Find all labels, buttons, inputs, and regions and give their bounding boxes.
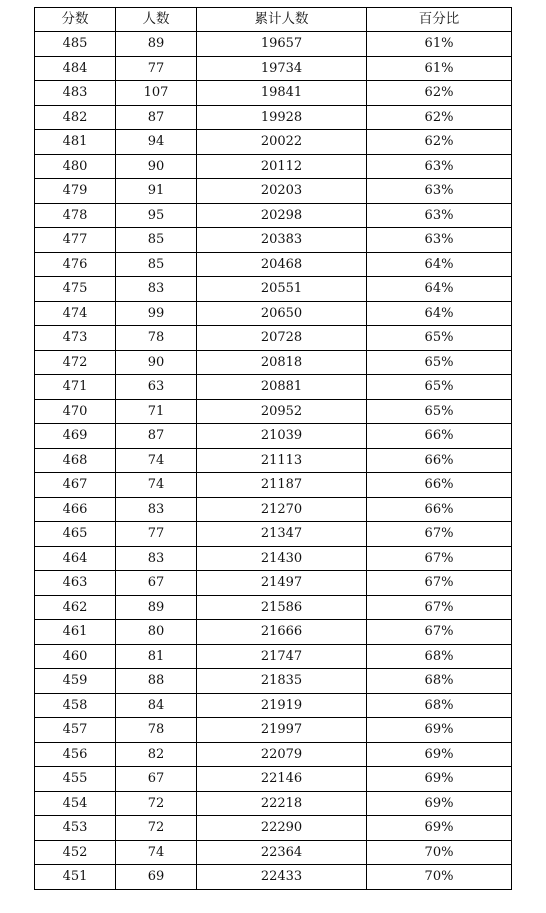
cell-score: 479 xyxy=(35,179,116,204)
header-percent: 百分比 xyxy=(367,8,512,32)
cell-percent: 63% xyxy=(367,179,512,204)
cell-count: 94 xyxy=(116,130,197,155)
cell-percent: 62% xyxy=(367,81,512,106)
cell-count: 90 xyxy=(116,154,197,179)
cell-score: 468 xyxy=(35,448,116,473)
cell-percent: 67% xyxy=(367,522,512,547)
cell-count: 63 xyxy=(116,375,197,400)
cell-score: 455 xyxy=(35,767,116,792)
cell-score: 454 xyxy=(35,791,116,816)
cell-percent: 65% xyxy=(367,350,512,375)
cell-cumulative: 20112 xyxy=(197,154,367,179)
cell-percent: 63% xyxy=(367,154,512,179)
cell-score: 478 xyxy=(35,203,116,228)
cell-cumulative: 19734 xyxy=(197,56,367,81)
table-row xyxy=(35,228,512,253)
cell-cumulative: 21039 xyxy=(197,424,367,449)
cell-percent: 63% xyxy=(367,203,512,228)
cell-count: 95 xyxy=(116,203,197,228)
cell-count: 67 xyxy=(116,571,197,596)
cell-percent: 69% xyxy=(367,718,512,743)
cell-count: 71 xyxy=(116,399,197,424)
cell-cumulative: 21347 xyxy=(197,522,367,547)
cell-score: 466 xyxy=(35,497,116,522)
cell-score: 461 xyxy=(35,620,116,645)
cell-cumulative: 22079 xyxy=(197,742,367,767)
cell-count: 85 xyxy=(116,252,197,277)
cell-score: 458 xyxy=(35,693,116,718)
table-row xyxy=(35,767,512,792)
cell-cumulative: 21113 xyxy=(197,448,367,473)
cell-cumulative: 22433 xyxy=(197,865,367,890)
table-row xyxy=(35,130,512,155)
cell-score: 465 xyxy=(35,522,116,547)
cell-count: 83 xyxy=(116,546,197,571)
cell-cumulative: 21497 xyxy=(197,571,367,596)
table-row xyxy=(35,865,512,890)
cell-percent: 68% xyxy=(367,693,512,718)
cell-count: 74 xyxy=(116,448,197,473)
table-row xyxy=(35,522,512,547)
table-row xyxy=(35,424,512,449)
cell-score: 451 xyxy=(35,865,116,890)
cell-count: 82 xyxy=(116,742,197,767)
table-row xyxy=(35,399,512,424)
cell-cumulative: 20881 xyxy=(197,375,367,400)
cell-percent: 66% xyxy=(367,448,512,473)
cell-count: 69 xyxy=(116,865,197,890)
cell-count: 77 xyxy=(116,56,197,81)
cell-count: 87 xyxy=(116,424,197,449)
cell-count: 72 xyxy=(116,791,197,816)
cell-count: 89 xyxy=(116,32,197,57)
cell-score: 482 xyxy=(35,105,116,130)
cell-cumulative: 20022 xyxy=(197,130,367,155)
cell-cumulative: 21586 xyxy=(197,595,367,620)
cell-percent: 68% xyxy=(367,644,512,669)
cell-score: 464 xyxy=(35,546,116,571)
cell-percent: 67% xyxy=(367,595,512,620)
cell-cumulative: 19928 xyxy=(197,105,367,130)
cell-percent: 67% xyxy=(367,620,512,645)
cell-score: 483 xyxy=(35,81,116,106)
cell-count: 74 xyxy=(116,840,197,865)
cell-score: 471 xyxy=(35,375,116,400)
cell-percent: 64% xyxy=(367,277,512,302)
table-row xyxy=(35,154,512,179)
cell-score: 469 xyxy=(35,424,116,449)
table-row xyxy=(35,791,512,816)
cell-cumulative: 21430 xyxy=(197,546,367,571)
cell-percent: 66% xyxy=(367,497,512,522)
cell-count: 99 xyxy=(116,301,197,326)
table-row xyxy=(35,693,512,718)
cell-count: 91 xyxy=(116,179,197,204)
cell-percent: 69% xyxy=(367,767,512,792)
table-row xyxy=(35,644,512,669)
cell-cumulative: 20952 xyxy=(197,399,367,424)
cell-percent: 65% xyxy=(367,399,512,424)
table-row xyxy=(35,473,512,498)
table-row xyxy=(35,301,512,326)
table-row xyxy=(35,56,512,81)
cell-score: 474 xyxy=(35,301,116,326)
cell-cumulative: 20650 xyxy=(197,301,367,326)
header-row xyxy=(35,8,512,32)
table-row xyxy=(35,179,512,204)
table-row xyxy=(35,497,512,522)
cell-cumulative: 22146 xyxy=(197,767,367,792)
cell-percent: 64% xyxy=(367,252,512,277)
table-row xyxy=(35,32,512,57)
cell-score: 475 xyxy=(35,277,116,302)
table-row xyxy=(35,571,512,596)
cell-cumulative: 19657 xyxy=(197,32,367,57)
cell-cumulative: 21919 xyxy=(197,693,367,718)
table-row xyxy=(35,350,512,375)
cell-score: 452 xyxy=(35,840,116,865)
cell-count: 80 xyxy=(116,620,197,645)
cell-cumulative: 22290 xyxy=(197,816,367,841)
table-row xyxy=(35,81,512,106)
table-row xyxy=(35,742,512,767)
cell-score: 467 xyxy=(35,473,116,498)
cell-percent: 70% xyxy=(367,865,512,890)
table-row xyxy=(35,546,512,571)
cell-cumulative: 20298 xyxy=(197,203,367,228)
cell-count: 87 xyxy=(116,105,197,130)
table-row xyxy=(35,375,512,400)
score-distribution-table xyxy=(34,7,512,890)
cell-count: 89 xyxy=(116,595,197,620)
cell-cumulative: 20383 xyxy=(197,228,367,253)
cell-percent: 64% xyxy=(367,301,512,326)
table-row xyxy=(35,595,512,620)
cell-cumulative: 21747 xyxy=(197,644,367,669)
cell-cumulative: 20728 xyxy=(197,326,367,351)
table-row xyxy=(35,448,512,473)
cell-cumulative: 20551 xyxy=(197,277,367,302)
table-row xyxy=(35,620,512,645)
table-row xyxy=(35,326,512,351)
cell-percent: 69% xyxy=(367,791,512,816)
cell-score: 460 xyxy=(35,644,116,669)
cell-score: 481 xyxy=(35,130,116,155)
cell-count: 67 xyxy=(116,767,197,792)
cell-score: 484 xyxy=(35,56,116,81)
table-row xyxy=(35,105,512,130)
cell-count: 88 xyxy=(116,669,197,694)
cell-percent: 69% xyxy=(367,742,512,767)
cell-score: 470 xyxy=(35,399,116,424)
cell-count: 81 xyxy=(116,644,197,669)
cell-cumulative: 21835 xyxy=(197,669,367,694)
cell-count: 78 xyxy=(116,718,197,743)
cell-score: 477 xyxy=(35,228,116,253)
cell-score: 476 xyxy=(35,252,116,277)
cell-percent: 69% xyxy=(367,816,512,841)
cell-score: 457 xyxy=(35,718,116,743)
cell-score: 485 xyxy=(35,32,116,57)
table-row xyxy=(35,840,512,865)
cell-percent: 61% xyxy=(367,56,512,81)
table-row xyxy=(35,718,512,743)
cell-percent: 62% xyxy=(367,130,512,155)
cell-cumulative: 20203 xyxy=(197,179,367,204)
cell-count: 83 xyxy=(116,497,197,522)
cell-percent: 67% xyxy=(367,571,512,596)
cell-percent: 62% xyxy=(367,105,512,130)
cell-percent: 66% xyxy=(367,473,512,498)
cell-count: 90 xyxy=(116,350,197,375)
cell-score: 453 xyxy=(35,816,116,841)
cell-percent: 68% xyxy=(367,669,512,694)
cell-score: 456 xyxy=(35,742,116,767)
table-row xyxy=(35,203,512,228)
cell-count: 78 xyxy=(116,326,197,351)
cell-cumulative: 22218 xyxy=(197,791,367,816)
table-header xyxy=(35,8,512,32)
table-row xyxy=(35,252,512,277)
score-table-container xyxy=(34,7,511,890)
cell-percent: 65% xyxy=(367,375,512,400)
cell-cumulative: 22364 xyxy=(197,840,367,865)
cell-percent: 65% xyxy=(367,326,512,351)
cell-count: 72 xyxy=(116,816,197,841)
header-count: 人数 xyxy=(116,8,197,32)
cell-score: 463 xyxy=(35,571,116,596)
cell-count: 107 xyxy=(116,81,197,106)
cell-percent: 67% xyxy=(367,546,512,571)
cell-percent: 61% xyxy=(367,32,512,57)
cell-cumulative: 21187 xyxy=(197,473,367,498)
cell-cumulative: 21997 xyxy=(197,718,367,743)
cell-cumulative: 21666 xyxy=(197,620,367,645)
cell-score: 459 xyxy=(35,669,116,694)
cell-score: 462 xyxy=(35,595,116,620)
cell-score: 473 xyxy=(35,326,116,351)
cell-percent: 66% xyxy=(367,424,512,449)
cell-count: 77 xyxy=(116,522,197,547)
header-score: 分数 xyxy=(35,8,116,32)
cell-count: 84 xyxy=(116,693,197,718)
table-row xyxy=(35,669,512,694)
cell-count: 74 xyxy=(116,473,197,498)
header-cumulative: 累计人数 xyxy=(197,8,367,32)
cell-cumulative: 19841 xyxy=(197,81,367,106)
cell-score: 480 xyxy=(35,154,116,179)
table-row xyxy=(35,277,512,302)
cell-count: 85 xyxy=(116,228,197,253)
cell-cumulative: 21270 xyxy=(197,497,367,522)
cell-cumulative: 20468 xyxy=(197,252,367,277)
table-row xyxy=(35,816,512,841)
cell-cumulative: 20818 xyxy=(197,350,367,375)
cell-score: 472 xyxy=(35,350,116,375)
table-body xyxy=(35,32,512,890)
cell-percent: 70% xyxy=(367,840,512,865)
cell-count: 83 xyxy=(116,277,197,302)
cell-percent: 63% xyxy=(367,228,512,253)
